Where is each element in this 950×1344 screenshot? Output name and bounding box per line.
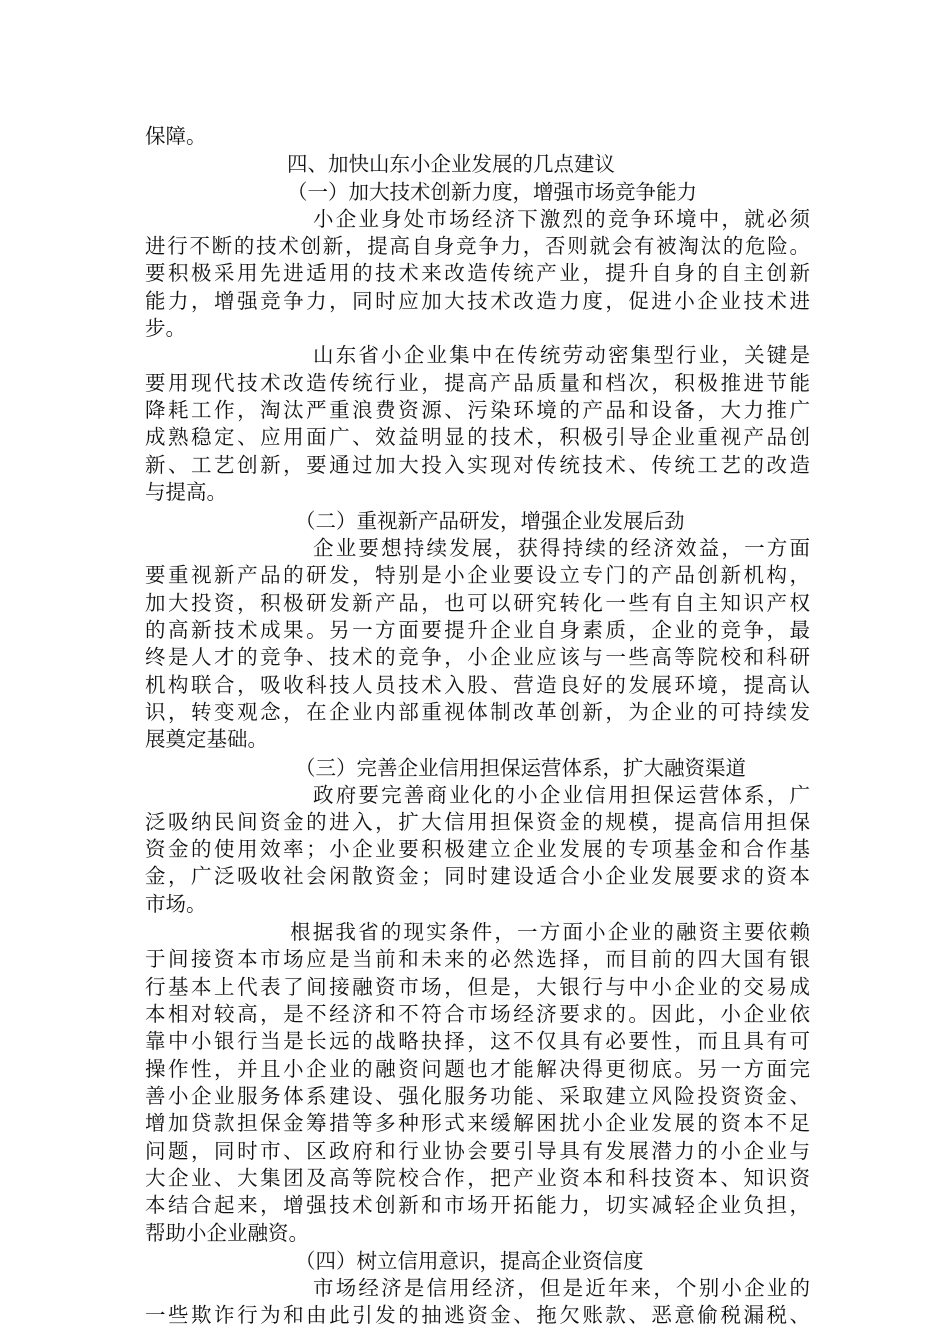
paragraph-line: 增加贷款担保金筹措等多种形式来缓解困扰小企业发展的资本不足 bbox=[145, 1111, 810, 1135]
paragraph-line: 新、工艺创新，要通过加大投入实现对传统技术、传统工艺的改造 bbox=[145, 453, 810, 477]
paragraph-line: 行基本上代表了间接融资市场，但是，大银行与中小企业的交易成 bbox=[145, 975, 810, 999]
paragraph-line: 加大投资，积极研发新产品，也可以研究转化一些有自主知识产权 bbox=[145, 591, 810, 615]
paragraph-line: 资金的使用效率；小企业要积极建立企业发展的专项基金和合作基 bbox=[145, 837, 810, 861]
section-heading: 四、加快山东小企业发展的几点建议 bbox=[287, 152, 615, 176]
paragraph-line: 于间接资本市场应是当前和未来的必然选择，而目前的四大国有银 bbox=[145, 947, 810, 971]
paragraph-line: 小企业身处市场经济下激烈的竞争环境中，就必须 bbox=[313, 207, 810, 231]
paragraph-line: 政府要完善商业化的小企业信用担保运营体系，广 bbox=[313, 783, 810, 807]
subsection-heading: （一）加大技术创新力度，增强市场竞争能力 bbox=[287, 180, 697, 204]
paragraph-line: 与提高。 bbox=[145, 480, 227, 504]
paragraph-line: 帮助小企业融资。 bbox=[145, 1221, 309, 1245]
paragraph-line: 进行不断的技术创新，提高自身竞争力，否则就会有被淘汰的危险。 bbox=[145, 234, 810, 258]
paragraph-line: 金，广泛吸收社会闲散资金；同时建设适合小企业发展要求的资本 bbox=[145, 864, 810, 888]
paragraph-line: 机构联合，吸收科技人员技术入股、营造良好的发展环境，提高认 bbox=[145, 673, 810, 697]
paragraph-line: 泛吸纳民间资金的进入，扩大信用担保资金的规模，提高信用担保 bbox=[145, 810, 810, 834]
paragraph-line: 山东省小企业集中在传统劳动密集型行业，关键是 bbox=[313, 343, 810, 367]
paragraph-line: 市场经济是信用经济，但是近年来，个别小企业的 bbox=[313, 1276, 810, 1300]
paragraph-line: 靠中小银行当是长远的战略抉择，这不仅具有必要性，而且具有可 bbox=[145, 1029, 810, 1053]
paragraph-line: 的高新技术成果。另一方面要提升企业自身素质，企业的竞争，最 bbox=[145, 618, 810, 642]
paragraph-line: 市场。 bbox=[145, 892, 207, 916]
subsection-heading: （四）树立信用意识，提高企业资信度 bbox=[295, 1249, 644, 1273]
paragraph-line: 问题，同时市、区政府和行业协会要引导具有发展潜力的小企业与 bbox=[145, 1139, 810, 1163]
paragraph-line: 终是人才的竞争、技术的竞争，小企业应该与一些高等院校和科研 bbox=[145, 645, 810, 669]
paragraph-line: 展奠定基础。 bbox=[145, 727, 268, 751]
paragraph-line: 保障。 bbox=[145, 124, 207, 148]
paragraph-line: 一些欺诈行为和由此引发的抽逃资金、拖欠账款、恶意偷税漏税、 bbox=[145, 1303, 810, 1327]
paragraph-line: 本结合起来，增强技术创新和市场开拓能力，切实减轻企业负担， bbox=[145, 1193, 810, 1217]
subsection-heading: （三）完善企业信用担保运营体系，扩大融资渠道 bbox=[295, 756, 746, 780]
paragraph-line: 降耗工作，淘汰严重浪费资源、污染环境的产品和设备，大力推广 bbox=[145, 398, 810, 422]
paragraph-line: 能力，增强竞争力，同时应加大技术改造力度，促进小企业技术进 bbox=[145, 289, 810, 313]
paragraph-line: 成熟稳定、应用面广、效益明显的技术，积极引导企业重视产品创 bbox=[145, 425, 810, 449]
paragraph-line: 善小企业服务体系建设、强化服务功能、采取建立风险投资资金、 bbox=[145, 1084, 810, 1108]
paragraph-line: 要积极采用先进适用的技术来改造传统产业，提升自身的自主创新 bbox=[145, 261, 810, 285]
paragraph-line: 要用现代技术改造传统行业，提高产品质量和档次，积极推进节能 bbox=[145, 371, 810, 395]
paragraph-line: 要重视新产品的研发，特别是小企业要设立专门的产品创新机构， bbox=[145, 563, 810, 587]
paragraph-line: 本相对较高，是不经济和不符合市场经济要求的。因此，小企业依 bbox=[145, 1002, 810, 1026]
subsection-heading: （二）重视新产品研发，增强企业发展后劲 bbox=[295, 509, 685, 533]
paragraph-line: 大企业、大集团及高等院校合作，把产业资本和科技资本、知识资 bbox=[145, 1166, 810, 1190]
paragraph-line: 企业要想持续发展，获得持续的经济效益，一方面 bbox=[313, 536, 810, 560]
paragraph-line: 步。 bbox=[145, 316, 186, 340]
paragraph-line: 根据我省的现实条件，一方面小企业的融资主要依赖 bbox=[290, 920, 810, 944]
paragraph-line: 识，转变观念，在企业内部重视体制改革创新，为企业的可持续发 bbox=[145, 700, 810, 724]
paragraph-line: 操作性，并且小企业的融资问题也才能解决得更彻底。另一方面完 bbox=[145, 1057, 810, 1081]
